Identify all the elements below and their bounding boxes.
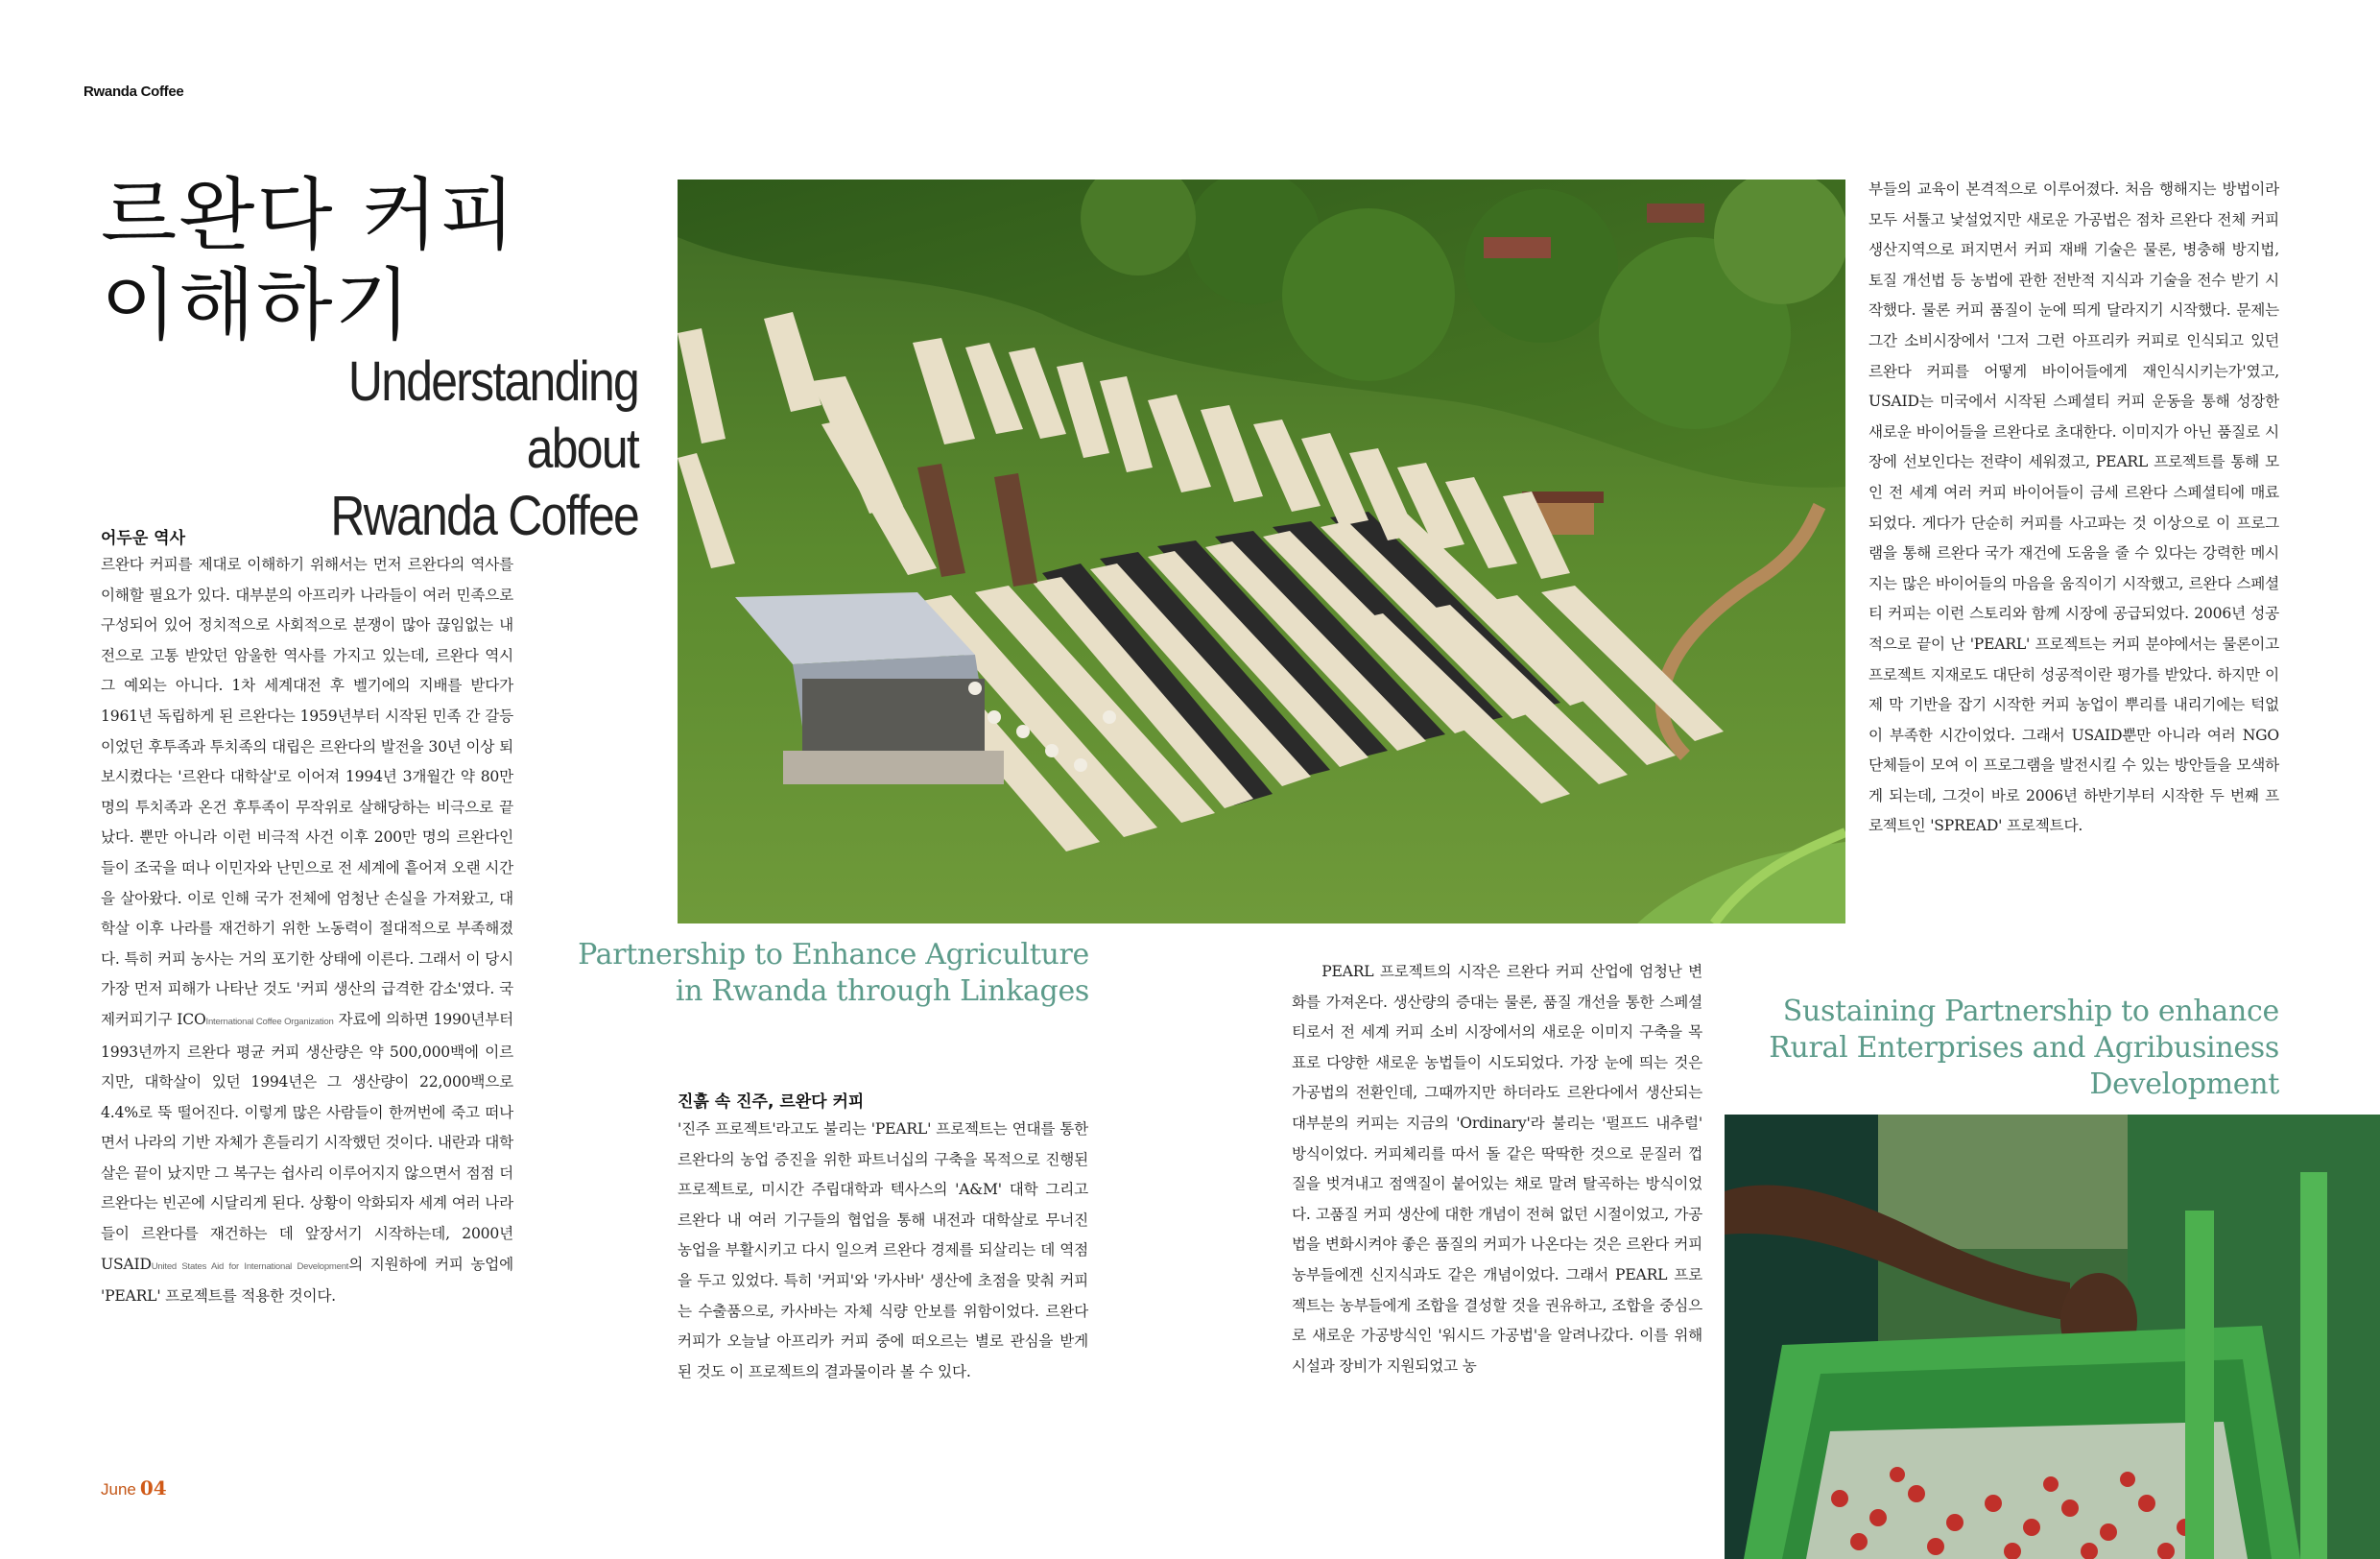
article-column-3: [1292, 957, 1702, 1381]
pull-quote-pearl: [537, 937, 1089, 1010]
body-text: 의 지원하에 커피 농업에 'PEARL' 프로젝트를 적용한 것이다.: [101, 1255, 513, 1306]
footnote-usaid: United States Aid for International Development: [151, 1260, 349, 1272]
quote-line-1: Sustaining Partnership to enhance: [1782, 995, 2279, 1028]
article-column-4: [1868, 175, 2279, 842]
body-text: PEARL 프로젝트의 시작은 르완다 커피 산업에 엄청난 변화를 가져온다. 생산량의 증대는 물론, 품질 개선을 통한 스페셜티로서 전 세계 커피 소비 시장에서의 새로운 이미지 구축을 목표로 다양한 새로운 농법들이 시도되었다. 가장 눈에 띄는 것은 가공법의 전환인데, 그때까지만 하더라도 르완다에서 생산되는 대부분의 커피는 지금의 'Ordinary'라 불리는 '펄프드 내추럴' 방식이었다. 커피체리를 따서 돌 같은 딱딱한 것으로 문질러 껍질을 벗겨내고 점액질이 붙어있는 채로 말려 탈곡하는 방식이었다. 고품질 커피 생산에 대한 개념이 전혀 없던 시절이었고, 가공법을 변화시켜야 좋은 품질의 커피가 나온다는 것은 르완다 커피 농부들에겐 신지식과도 같은 개념이었다. 그래서 PEARL 프로젝트는 농부들에게 조합을 결성할 것을 권유하고, 조합을 중심으로 새로운 가공방식인 '워시드 가공법'을 알려나갔다. 이를 위해 시설과 장비가 지원되었고 농: [1292, 963, 1702, 1375]
footnote-ico: International Coffee Organization: [205, 1016, 334, 1027]
footer-page-number: 04: [139, 1476, 167, 1499]
body-text: 자료에 의하면 1990년부터 1993년까지 르완다 평균 커피 생산량은 약 500,000백에 이르지만, 대학살이 있던 1994년은 그 생산량이 22,000백으로 4.4%로 뚝 떨어진다. 이렇게 많은 사람들이 한꺼번에 죽고 떠나면서 나라의 기반 자체가 흔들리기 시작했던 것이다. 내란과 대학살은 끝이 났지만 그 복구는 쉽사리 이루어지지 않으면서 점점 더 르완다는 빈곤에 시달리게 된다. 상황이 악화되자 세계 여러 나라들이 르완다를 재건하는 데 앞장서기 시작하는데, 2000년 USAID: [101, 1010, 513, 1273]
footer-month: June: [101, 1480, 136, 1499]
body-text: '진주 프로젝트'라고도 불리는 'PEARL' 프로젝트는 연대를 통한 르완다의 농업 증진을 위한 파트너십의 구축을 목적으로 진행된 프로젝트로, 미시간 주립대학과 텍사스의 'A&M' 대학 그리고 르완다 내 여러 기구들의 협업을 통해 내전과 대학살로 무너진 농업을 부활시키고 다시 일으켜 르완다 경제를 되살리는 데 역점을 두고 있었다. 특히 '커피'와 '카사바' 생산에 초점을 맞춰 커피는 수출품으로, 카사바는 자체 식량 안보를 위함이었다. 르완다 커피가 오늘날 아프리카 커피 중에 떠오르는 별로 관심을 받게 된 것도 이 프로젝트의 결과물이라 볼 수 있다.: [678, 1120, 1088, 1380]
body-text: 르완다 커피를 제대로 이해하기 위해서는 먼저 르완다의 역사를 이해할 필요가 있다. 대부분의 아프리카 나라들이 여러 민족으로 구성되어 있어 정치적으로 사회적으로 분쟁이 많아 끊임없는 내전으로 고통 받았던 암울한 역사를 가지고 있는데, 르완다 역시 그 예외는 아니다. 1차 세계대전 후 벨기에의 지배를 받다가 1961년 독립하게 된 르완다는 1959년부터 시작된 민족 간 갈등이었던 후투족과 투치족의 대립은 르완다의 발전을 30년 이상 퇴보시켰다는 '르완다 대학살'로 이어져 1994년 3개월간 약 80만 명의 투치족과 온건 후투족이 무작위로 살해당하는 비극으로 끝났다. 뿐만 아니라 이런 비극적 사건 이후 200만 명의 르완다인들이 조국을 떠나 이민자와 난민으로 전 세계에 흩어져 오랜 시간을 살아왔다. 이로 인해 국가 전체에 엄청난 손실을 가져왔고, 대학살 이후 나라를 재건하기 위한 노동력이 절대적으로 부족해졌다. 특히 커피 농사는 거의 포기한 상태에 이른다. 그래서 이 당시 가장 먼저 피해가 나타난 것도 '커피 생산의 급격한 감소'였다. 국제커피기구 ICO: [101, 556, 513, 1028]
article-column-1: [101, 550, 513, 1312]
page-title-english: [254, 348, 638, 550]
title-line-1: 르완다 커피: [101, 170, 518, 261]
pull-quote-spread: [1651, 994, 2279, 1103]
quote-line-2: Rural Enterprises and Agribusiness: [1769, 1031, 2279, 1065]
section-heading-history: 어두운 역사: [101, 529, 186, 548]
article-column-2: [678, 1115, 1088, 1387]
title-en-line-2: Rwanda Coffee: [330, 485, 638, 547]
quote-line-1: Partnership to Enhance Agriculture: [578, 938, 1089, 971]
drying-beds-photo: [678, 180, 1845, 923]
title-line-2: 이해하기: [101, 260, 413, 351]
section-heading-pearl: 진흙 속 진주, 르완다 커피: [678, 1092, 865, 1112]
section-label: Rwanda Coffee: [83, 84, 184, 100]
body-text: 부들의 교육이 본격적으로 이루어졌다. 처음 행해지는 방법이라 모두 서툴고 낯설었지만 새로운 가공법은 점차 르완다 전체 커피 생산지역으로 퍼지면서 커피 재배 기술은 물론, 병충해 방지법, 토질 개선법 등 농법에 관한 전반적 지식과 기술을 전수 받기 시작했다. 물론 커피 품질이 눈에 띄게 달라지기 시작했다. 문제는 그간 소비시장에서 '그저 그런 아프리카 커피로 인식되고 있던 르완다 커피를 어떻게 바이어들에게 재인식시키는가'였고, USAID는 미국에서 시작된 스페셜티 커피 운동을 통해 성장한 새로운 바이어들을 르완다로 초대한다. 이미지가 아닌 품질로 시장에 선보인다는 전략이 세워졌고, PEARL 프로젝트를 통해 모인 전 세계 여러 커피 바이어들이 금세 르완다 스페셜티에 매료되었다. 게다가 단순히 커피를 사고파는 것 이상으로 이 프로그램을 통해 르완다 국가 재건에 도움을 줄 수 있다는 강력한 메시지는 많은 바이어들의 마음을 움직이기 시작했고, 르완다 스페셜티 커피는 이런 스토리와 함께 시장에 공급되었다. 2006년 성공적으로 끝이 난 'PEARL' 프로젝트는 커피 분야에서는 물론이고 프로젝트 지재로도 대단히 성공적이란 평가를 받았다. 하지만 이제 막 기반을 잡기 시작한 커피 농업이 뿌리를 내리기에는 턱없이 부족한 시간이었다. 그래서 USAID뿐만 아니라 여러 NGO 단체들이 모여 이 프로그램을 발전시킬 수 있는 방안들을 모색하게 되는데, 그것이 바로 2006년 하반기부터 시작한 두 번째 프로젝트인 'SPREAD' 프로젝트다.: [1868, 180, 2279, 835]
quote-line-3: Development: [2089, 1067, 2279, 1101]
page-title-korean: [101, 171, 517, 351]
page-number: [101, 1476, 167, 1499]
washing-station-photo: [1725, 1115, 2380, 1559]
title-en-line-1: Understanding about: [347, 350, 638, 480]
quote-line-2: in Rwanda through Linkages: [675, 974, 1089, 1008]
